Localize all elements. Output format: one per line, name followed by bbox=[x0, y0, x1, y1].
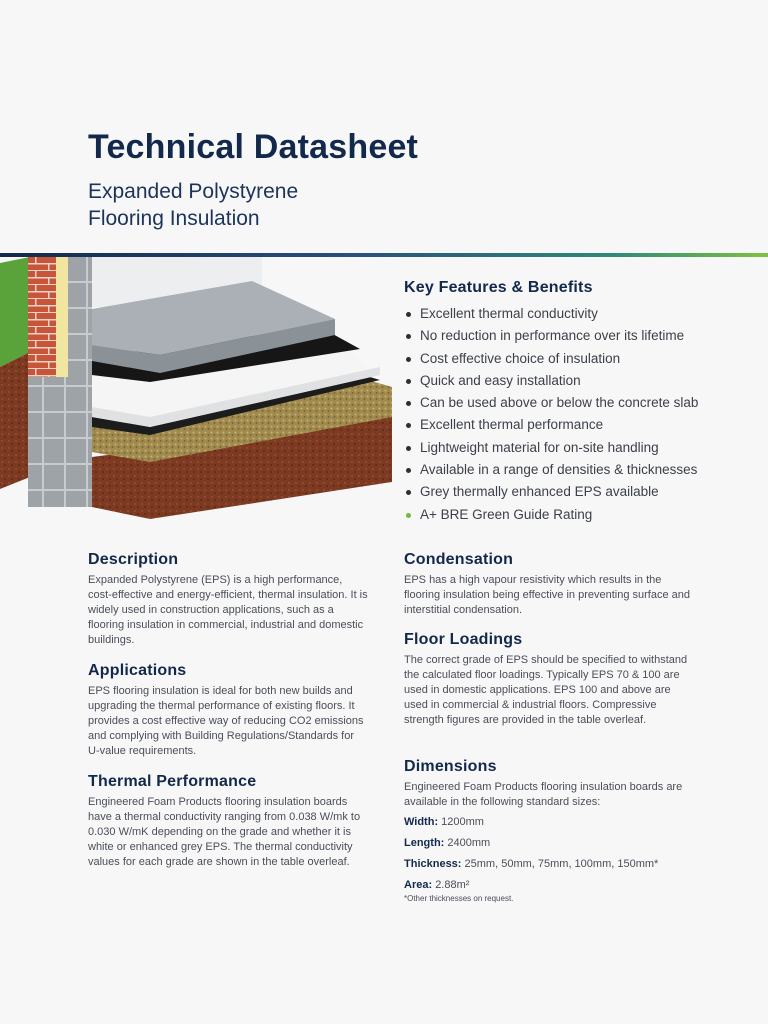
applications-body: EPS flooring insulation is ideal for both new builds and upgrading the thermal performance of existing floors. It provides a cost effective way of reducing CO2 emissions and complying with Building Regulations/Standards for U-value requirements. bbox=[88, 685, 364, 757]
feature-item: Grey thermally enhanced EPS available bbox=[404, 481, 754, 503]
lower-block-wall bbox=[28, 377, 68, 507]
bullet-icon bbox=[406, 401, 411, 406]
condensation-section bbox=[404, 551, 694, 618]
thermal-performance-section bbox=[88, 773, 373, 870]
key-features-heading: Key Features & Benefits bbox=[404, 279, 593, 296]
floor-cross-section-illustration bbox=[0, 257, 392, 525]
bullet-icon bbox=[406, 446, 411, 451]
description-section bbox=[88, 551, 368, 648]
feature-item: A+ BRE Green Guide Rating bbox=[404, 504, 754, 526]
dimension-width: Width: 1200mm bbox=[404, 816, 484, 828]
dimensions-heading: Dimensions bbox=[404, 758, 497, 775]
cavity-insulation bbox=[56, 257, 68, 387]
dimensions-body: Engineered Foam Products flooring insulation boards are available in the following standard sizes: bbox=[404, 781, 683, 808]
floor-loadings-section bbox=[404, 631, 689, 728]
key-features-list bbox=[404, 303, 754, 526]
description-heading: Description bbox=[88, 551, 179, 568]
feature-item: Lightweight material for on-site handling bbox=[404, 437, 754, 459]
bullet-icon bbox=[406, 490, 411, 495]
bullet-icon bbox=[406, 334, 411, 339]
subtitle-line-2: Flooring Insulation bbox=[88, 207, 260, 230]
green-bullet-icon bbox=[406, 513, 411, 518]
block-wall bbox=[68, 257, 92, 507]
bullet-icon bbox=[406, 312, 411, 317]
applications-section bbox=[88, 662, 368, 759]
grass-layer bbox=[0, 257, 30, 367]
feature-item: Excellent thermal conductivity bbox=[404, 303, 754, 325]
feature-item: Excellent thermal performance bbox=[404, 414, 754, 436]
subtitle-line-1: Expanded Polystyrene bbox=[88, 180, 299, 203]
dimension-area: Area: 2.88m² bbox=[404, 879, 470, 891]
left-soil bbox=[0, 352, 30, 489]
page-title: Technical Datasheet bbox=[88, 128, 419, 166]
feature-item: Cost effective choice of insulation bbox=[404, 348, 754, 370]
key-features-section bbox=[404, 279, 754, 526]
bullet-icon bbox=[406, 468, 411, 473]
applications-heading: Applications bbox=[88, 662, 187, 679]
brick-wall bbox=[28, 257, 56, 377]
feature-item: Available in a range of densities & thicknesses bbox=[404, 459, 754, 481]
thermal-performance-body: Engineered Foam Products flooring insulation boards have a thermal conductivity ranging from 0.038 W/mk to 0.030 W/mK depending on the grade and whether it is white or enhanced grey EPS. The thermal conductivity values for each grade are shown in the table overleaf. bbox=[88, 796, 361, 868]
feature-item: Can be used above or below the concrete slab bbox=[404, 392, 754, 414]
floor-loadings-heading: Floor Loadings bbox=[404, 631, 523, 648]
dimensions-footnote: *Other thicknesses on request. bbox=[404, 894, 514, 903]
dimension-thickness: Thickness: 25mm, 50mm, 75mm, 100mm, 150mm* bbox=[404, 858, 659, 870]
bullet-icon bbox=[406, 423, 411, 428]
description-body: Expanded Polystyrene (EPS) is a high performance, cost-effective and energy-efficient, thermal insulation. It is widely used in construction applications, such as a flooring insulation in commercial, industrial and domestic buildings. bbox=[88, 574, 368, 646]
floor-loadings-body: The correct grade of EPS should be specified to withstand the calculated floor loadings. Typically EPS 70 & 100 are used in domestic applications. EPS 100 and above are used in commercial & industrial floors. Compressive strength figures are provided in the table overleaf. bbox=[404, 654, 688, 726]
thermal-performance-heading: Thermal Performance bbox=[88, 773, 257, 790]
condensation-heading: Condensation bbox=[404, 551, 514, 568]
dimensions-section bbox=[404, 758, 704, 903]
feature-item: Quick and easy installation bbox=[404, 370, 754, 392]
condensation-body: EPS has a high vapour resistivity which results in the flooring insulation being effective in preventing surface and interstitial condensation. bbox=[404, 574, 690, 616]
bullet-icon bbox=[406, 379, 411, 384]
page-subtitle bbox=[88, 178, 298, 232]
bullet-icon bbox=[406, 357, 411, 362]
feature-item: No reduction in performance over its lifetime bbox=[404, 325, 754, 347]
dimension-length: Length: 2400mm bbox=[404, 837, 491, 849]
